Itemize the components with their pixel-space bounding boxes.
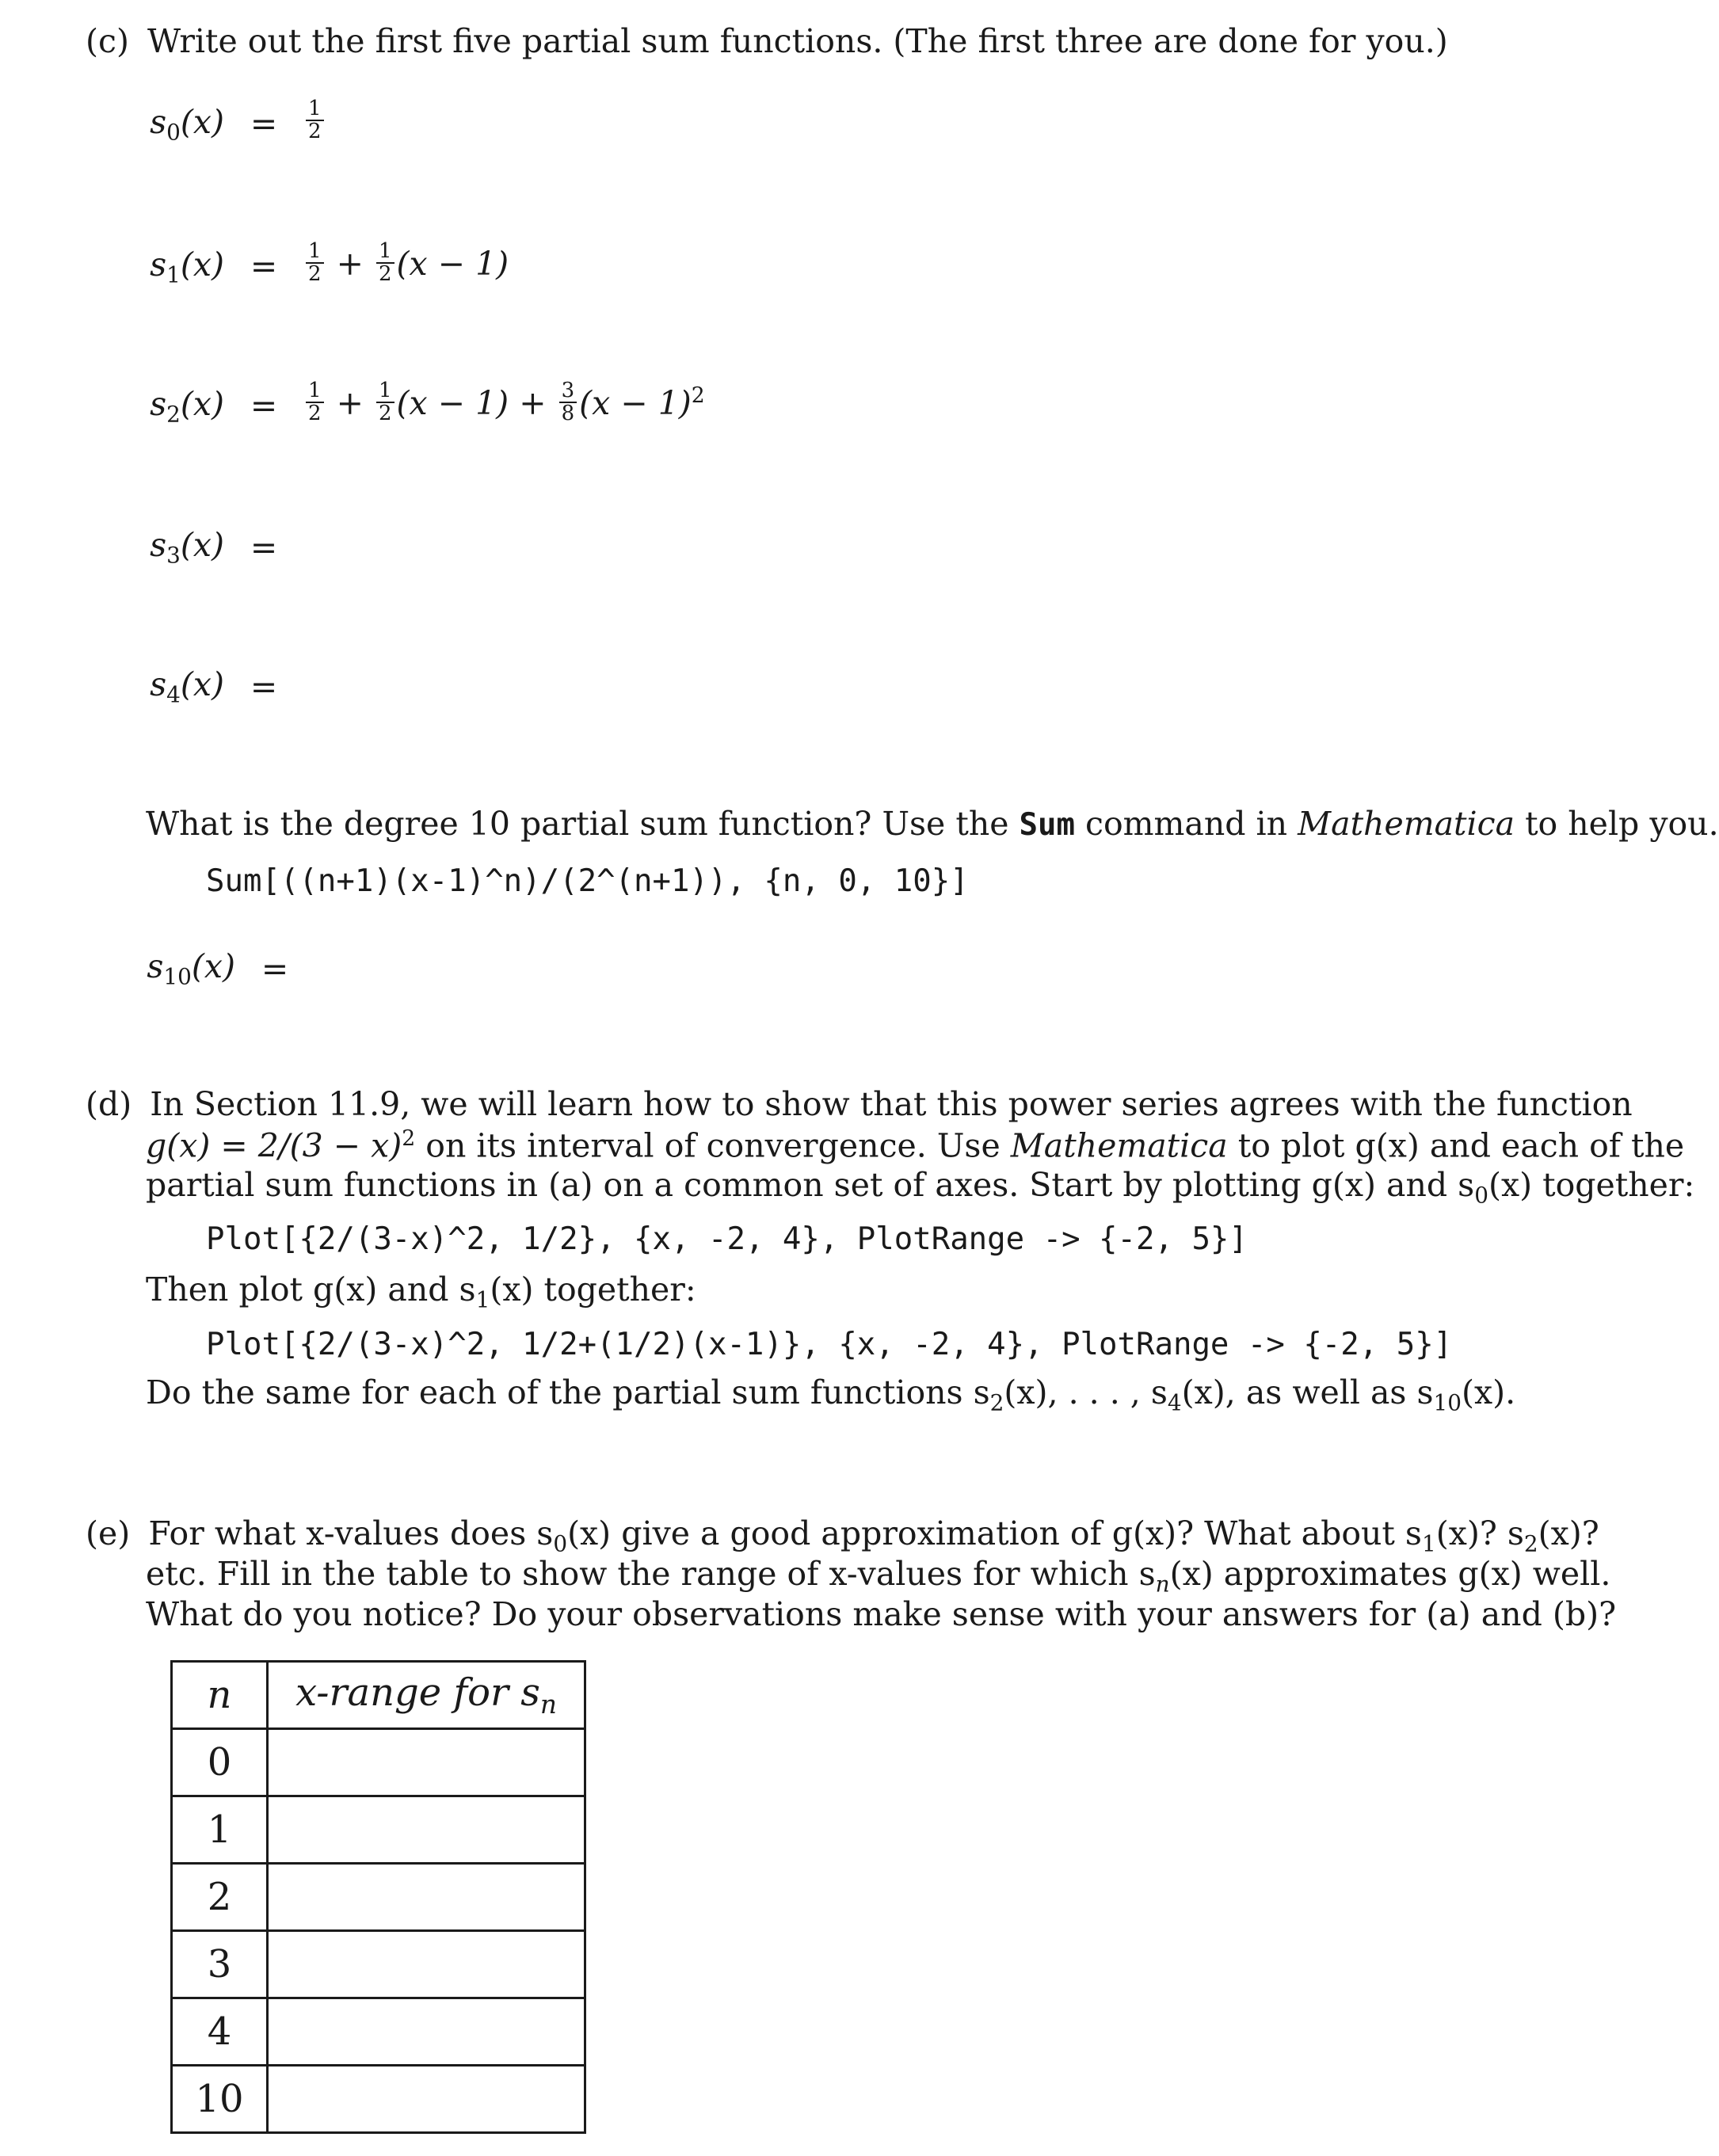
s0-rhs: $\frac{1}{2}$ <box>303 101 326 147</box>
plot-code-1: Plot[{2/(3-x)^2, 1/2}, {x, -2, 4}, PlotRange -> {-2, 5}] <box>206 1221 1248 1257</box>
part-d-line3: partial sum functions in (a) on a common set of axes. Start by plotting g(x) and $s_0(x)$ together: <box>146 1166 1695 1209</box>
part-e-line3: What do you notice? Do your observations make sense with your answers for (a) and (b)? <box>146 1595 1617 1633</box>
part-d-same: Do the same for each of the partial sum functions $s_2(x)$, . . . , $s_4(x)$, as well as $s_{10}(x)$. <box>146 1373 1516 1416</box>
part-d-then: Then plot g(x) and $s_1(x)$ together: <box>146 1270 696 1313</box>
s1-lhs: $s_1(x)$ <box>150 245 224 288</box>
part-e-line2: etc. Fill in the table to show the range of x-values for which $s_n(x)$ approximates g(x) well. <box>146 1555 1611 1598</box>
equation-s2 <box>83 379 705 429</box>
part-c-heading <box>86 22 1448 60</box>
part-d-line1: (d) In Section 11.9, we will learn how to show that this power series agrees with the function <box>86 1085 1633 1123</box>
n-cell: 2 <box>172 1864 268 1931</box>
x-range-cell[interactable] <box>268 2066 585 2133</box>
equals-sign: = <box>250 105 278 143</box>
part-d-line2: $g(x) = 2/(3 - x)^2$ on its interval of convergence. Use Mathematica to plot g(x) and each of the <box>146 1126 1685 1165</box>
s2-rhs: $\frac{1}{2}$ + $\frac{1}{2}$ (x − 1) + $\frac{3}{8}$ $(x - 1)^2$ <box>303 383 705 429</box>
s3-lhs: $s_3(x)$ <box>150 526 224 569</box>
table-row <box>172 1931 585 1998</box>
part-e-line1: (e) For what x-values does $s_0(x)$ give a good approximation of g(x)? What about $s_1(x)$? $s_2(x)$? <box>86 1514 1599 1557</box>
sum-command: Sum <box>1019 807 1075 843</box>
header-n: n <box>172 1662 268 1729</box>
x-range-cell[interactable] <box>268 1796 585 1864</box>
part-e-label: (e) <box>86 1514 131 1552</box>
table-row <box>172 1729 585 1796</box>
sum-code: Sum[((n+1)(x-1)^n)/(2^(n+1)), {n, 0, 10}] <box>206 863 969 899</box>
x-range-cell[interactable] <box>268 1998 585 2066</box>
table-row <box>172 2066 585 2133</box>
x-range-table <box>170 1660 586 2134</box>
part-c-label: (c) <box>86 22 129 60</box>
part-c-text: Write out the first five partial sum functions. (The first three are done for you.) <box>147 22 1448 60</box>
equation-s4 <box>83 665 303 707</box>
x-range-cell[interactable] <box>268 1864 585 1931</box>
table-row <box>172 1998 585 2066</box>
equation-s10 <box>83 947 314 989</box>
s0-lhs: $s_0(x)$ <box>150 102 224 145</box>
equation-s3 <box>83 526 303 568</box>
x-range-cell[interactable] <box>268 1729 585 1796</box>
equation-s1 <box>83 239 509 289</box>
equals-sign: = <box>250 387 278 425</box>
equals-sign: = <box>250 667 278 706</box>
part-d-label: (d) <box>86 1085 132 1123</box>
s2-lhs: $s_2(x)$ <box>150 384 224 427</box>
plot-code-2: Plot[{2/(3-x)^2, 1/2+(1/2)(x-1)}, {x, -2, 4}, PlotRange -> {-2, 5}] <box>206 1327 1453 1362</box>
n-cell: 3 <box>172 1931 268 1998</box>
equals-sign: = <box>261 949 289 988</box>
equals-sign: = <box>250 247 278 286</box>
n-cell: 1 <box>172 1796 268 1864</box>
s1-rhs: $\frac{1}{2}$ + $\frac{1}{2}$ (x − 1) <box>303 244 509 289</box>
s4-lhs: $s_4(x)$ <box>150 665 224 708</box>
n-cell: 4 <box>172 1998 268 2066</box>
equation-s0 <box>83 97 326 147</box>
x-range-cell[interactable] <box>268 1931 585 1998</box>
degree10-question: What is the degree 10 partial sum function? Use the Sum command in Mathematica to help you. <box>146 805 1719 843</box>
s10-lhs: $s_{10}(x)$ <box>147 947 235 990</box>
table-row <box>172 1796 585 1864</box>
n-cell: 10 <box>172 2066 268 2133</box>
table-row <box>172 1864 585 1931</box>
header-x-range: x-range for $s_n$ <box>268 1662 585 1729</box>
table-header-row <box>172 1662 585 1729</box>
equals-sign: = <box>250 528 278 566</box>
n-cell: 0 <box>172 1729 268 1796</box>
